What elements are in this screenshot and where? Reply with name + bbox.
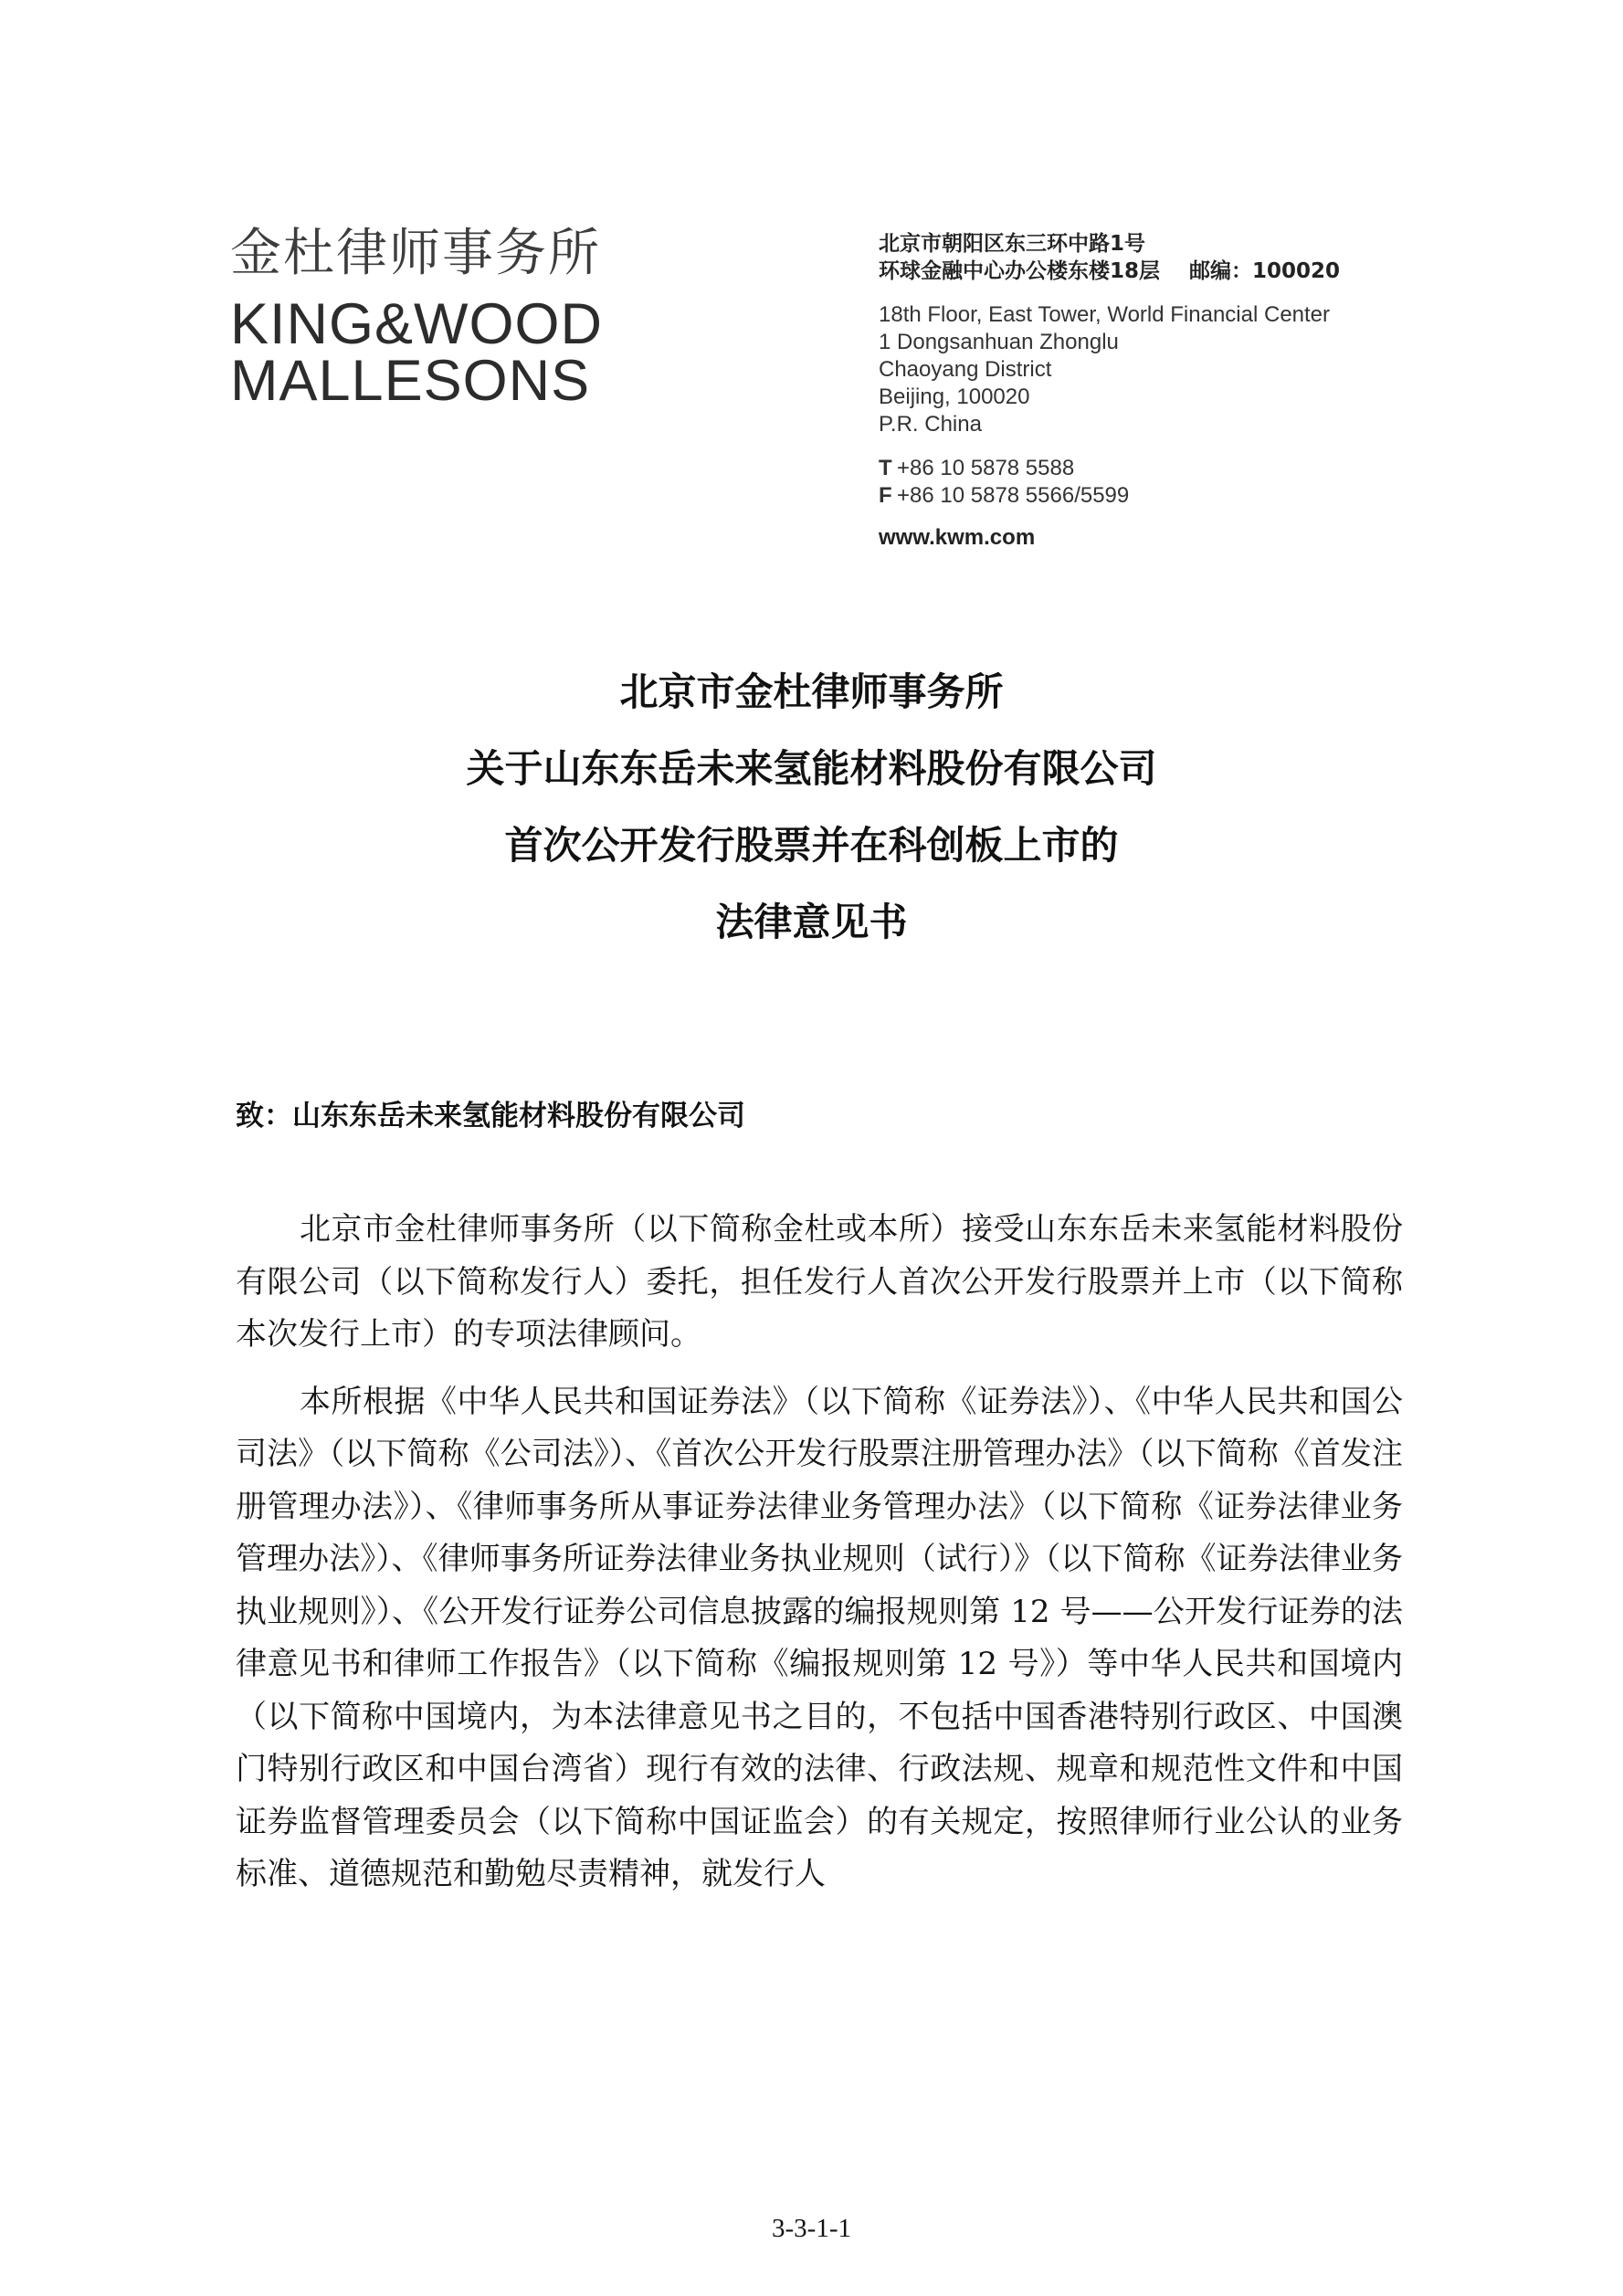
phone-number: +86 10 5878 5588: [897, 456, 1075, 480]
fax-number: +86 10 5878 5566/5599: [897, 483, 1130, 508]
body-text: [236, 1204, 1403, 1916]
body-paragraph-1: 北京市金杜律师事务所（以下简称金杜或本所）接受山东东岳未来氢能材料股份有限公司（以下简称发行人）委托，担任发行人首次公开发行股票并上市（以下简称本次发行上市）的专项法律顾问。: [236, 1211, 1403, 1353]
title-line-3: 首次公开发行股票并在科创板上市的: [504, 823, 1119, 868]
title-line-1: 北京市金杜律师事务所: [619, 669, 1004, 714]
firm-logo: [230, 224, 604, 413]
address-cn-line-1: 北京市朝阳区东三环中路1号: [879, 232, 1146, 256]
phone-line: [879, 455, 1340, 482]
logo-english-line-2: MALLESONS: [230, 349, 591, 413]
title-line-4: 法律意见书: [715, 900, 908, 944]
website-link[interactable]: www.kwm.com: [879, 525, 1036, 550]
address-en-line-1: 18th Floor, East Tower, World Financial Center: [879, 302, 1331, 327]
address-en-line-3: Chaoyang District: [879, 357, 1052, 382]
addressee-line: 致：山东东岳未来氢能材料股份有限公司: [236, 1100, 745, 1132]
fax-line: [879, 482, 1340, 510]
title-line-2: 关于山东东岳未来氢能材料股份有限公司: [466, 746, 1157, 791]
address-cn-line-2: 环球金融中心办公楼东楼18层 邮编：100020: [879, 259, 1341, 283]
fax-label: F: [879, 483, 892, 508]
logo-english-line-1: KING&WOOD: [230, 292, 604, 356]
body-paragraph-2: 本所根据《中华人民共和国证券法》（以下简称《证券法》）、《中华人民共和国公司法》（以下简称《公司法》）、《首次公开发行股票注册管理办法》（以下简称《首发注册管理办法》）、《律师事务所从事证券法律业务管理办法》（以下简称《证券法律业务管理办法》）、《律师事务所证券法律业务执业规则（试行）》（以下简称《证券法律业务执业规则》）、《公开发行证券公司信息披露的编报规则第 12 号——公开发行证券的法律意见书和律师工作报告》（以下简称《编报规则第 12 号》）等中华人民共和国境内（以下简称中国境内，为本法律意见书之目的，不包括中国香港特别行政区、中国澳门特别行政区和中国台湾省）现行有效的法律、行政法规、规章和规范性文件和中国证券监督管理委员会（以下简称中国证监会）的有关规定，按照律师行业公认的业务标准、道德规范和勤勉尽责精神，就发行人: [236, 1383, 1403, 1892]
address-en-line-2: 1 Dongsanhuan Zhonglu: [879, 330, 1119, 354]
page-number: 3-3-1-1: [772, 2214, 851, 2243]
address-en-line-4: Beijing, 100020: [879, 384, 1030, 409]
phone-label: T: [879, 456, 892, 480]
document-title: [0, 654, 1623, 961]
logo-chinese-name: 金杜律师事务所: [230, 224, 601, 283]
firm-address-block: [879, 230, 1340, 552]
address-en-line-5: P.R. China: [879, 412, 982, 437]
